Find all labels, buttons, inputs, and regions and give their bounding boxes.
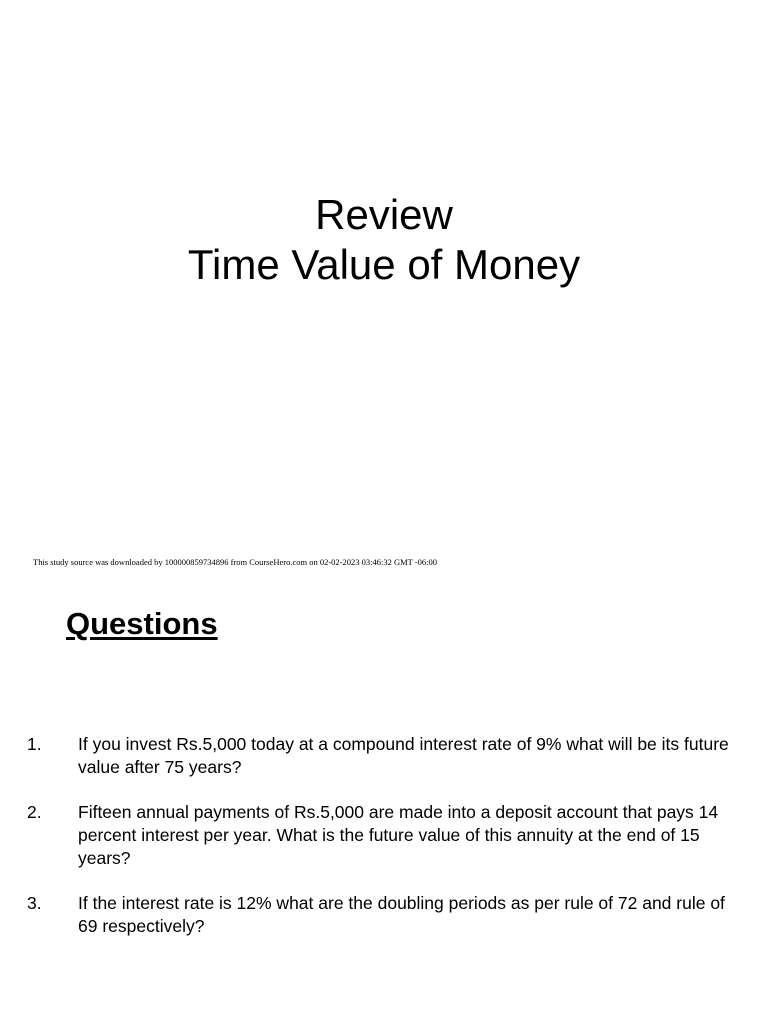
question-item <box>0 892 768 938</box>
question-item <box>0 801 768 870</box>
question-list <box>0 733 768 960</box>
question-text: If the interest rate is 12% what are the doubling periods as per rule of 72 and rule of 69 respectively? <box>78 893 725 936</box>
question-text: Fifteen annual payments of Rs.5,000 are made into a deposit account that pays 14 percent interest per year. What is the future value of this annuity at the end of 15 years? <box>78 802 719 868</box>
questions-heading: Questions <box>66 606 218 641</box>
question-text: If you invest Rs.5,000 today at a compound interest rate of 9% what will be its future value after 75 years? <box>78 734 729 777</box>
question-number: 2. <box>27 802 42 822</box>
question-number: 1. <box>27 734 42 754</box>
page-title <box>0 190 768 290</box>
question-item <box>0 733 768 779</box>
title-line-subject: Time Value of Money <box>187 241 581 288</box>
title-line-review: Review <box>315 191 453 238</box>
source-watermark-note: This study source was downloaded by 100000859734896 from CourseHero.com on 02-02-2023 03:46:32 GMT -06:00 <box>33 557 438 567</box>
question-number: 3. <box>27 893 42 913</box>
